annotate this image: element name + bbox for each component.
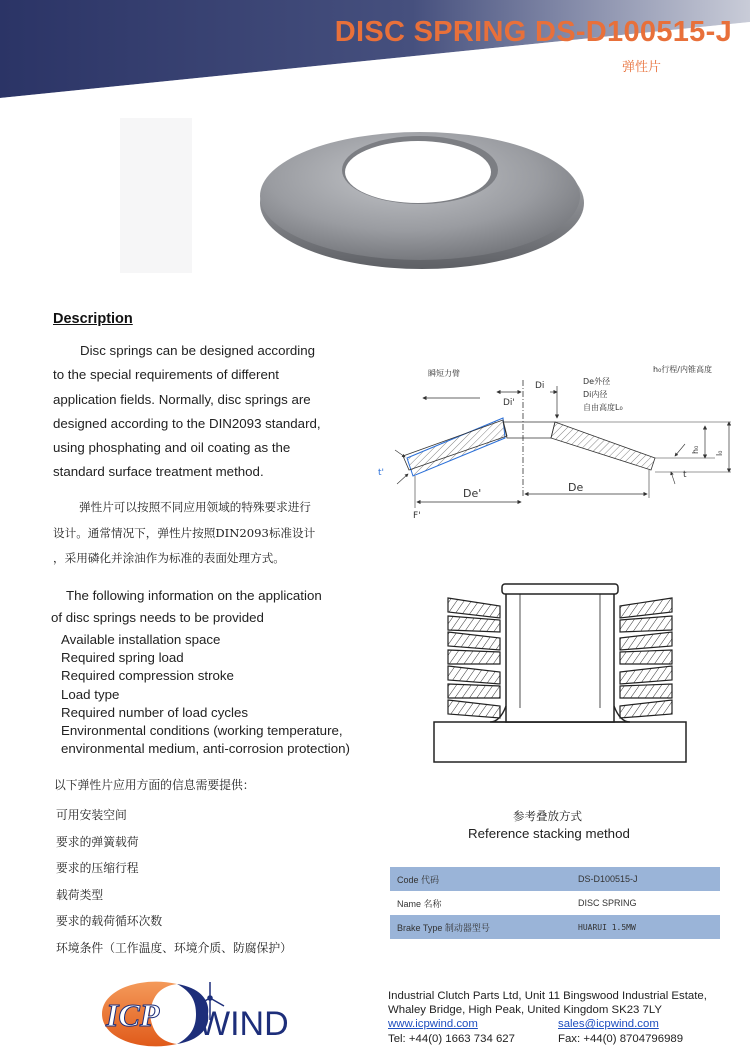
page-title: DISC SPRING DS-D100515-J	[334, 16, 732, 48]
list-item: environmental medium, anti-corrosion protection)	[61, 741, 350, 757]
description-en-line: to the special requirements of different	[53, 367, 279, 383]
website-link[interactable]: www.icpwind.com	[388, 1018, 478, 1031]
description-zh	[53, 495, 363, 572]
disc-spring-photo	[120, 110, 640, 300]
list-item: 要求的压缩行程	[56, 861, 139, 876]
table-cell-key: Brake Type 制动器型号	[390, 915, 518, 939]
description-zh-line: 弹性片可以按照不同应用领域的特殊要求进行	[79, 500, 311, 514]
company-info	[388, 989, 728, 1046]
table-row	[390, 891, 720, 915]
de-outer-label: De外径	[583, 377, 611, 386]
table-cell-value: HUARUI 1.5MW	[518, 915, 720, 939]
info-intro-en	[51, 585, 322, 629]
page-subtitle: 弹性片	[622, 60, 662, 75]
stacking-caption-en: Reference stacking method	[468, 826, 630, 841]
f-prime-label: F'	[413, 511, 421, 521]
logo-wind-text: WIND	[198, 1005, 289, 1043]
description-en-line: Disc springs can be designed according	[80, 343, 316, 358]
description-en-line: standard surface treatment method.	[53, 464, 264, 480]
header-band	[0, 0, 750, 100]
table-row	[390, 915, 720, 939]
list-item: Required compression stroke	[61, 668, 234, 684]
table-row	[390, 867, 720, 891]
list-item: 要求的载荷循环次数	[56, 914, 163, 929]
list-item: Environmental conditions (working temperature,	[61, 723, 343, 739]
ho-label: h₀行程/内锥高度	[653, 365, 712, 374]
description-en-line: using phosphating and oil coating as the	[53, 440, 291, 456]
description-zh-line: 设计。通常情况下，弹性片按照DIN2093标准设计	[53, 525, 316, 540]
t-prime-label: t'	[378, 468, 385, 478]
list-item: 载荷类型	[56, 887, 104, 902]
list-item: 可用安装空间	[56, 808, 127, 822]
info-intro-zh: 以下弹性片应用方面的信息需要提供：	[54, 778, 255, 792]
list-item: 环境条件（工作温度、环境介质、防腐保护）	[56, 940, 292, 955]
fax-number: Fax: +44(0) 8704796989	[558, 1032, 684, 1045]
description-zh-line: ，采用磷化并涂油作为标准的表面处理方式。	[53, 551, 285, 565]
di-inner-label: Di内径	[583, 390, 608, 399]
list-item: Required spring load	[61, 650, 184, 666]
disc-spring-cross-section-diagram	[375, 358, 740, 523]
info-intro-line: The following information on the application	[66, 588, 322, 603]
email-link[interactable]: sales@icpwind.com	[558, 1018, 659, 1031]
requirements-list-en	[61, 631, 350, 758]
icp-wind-logo	[92, 974, 292, 1054]
t-label: t	[683, 470, 687, 480]
description-en	[53, 339, 358, 485]
de-prime-label: De'	[463, 487, 482, 500]
contact-row-phone	[388, 1032, 728, 1046]
list-item: Load type	[61, 686, 120, 702]
h0-label: h₀	[691, 445, 700, 454]
company-address-line: Industrial Clutch Parts Ltd, Unit 11 Bingswood Industrial Estate,	[388, 990, 707, 1002]
info-intro-line: of disc springs needs to be provided	[51, 610, 264, 625]
lo-free-label: 自由高度L₀	[583, 403, 623, 412]
table-cell-value: DS-D100515-J	[518, 867, 720, 891]
company-address-line: Whaley Bridge, High Peak, United Kingdom SK23 7LY	[388, 1004, 662, 1017]
description-heading: Description	[53, 311, 133, 327]
stacking-diagram	[430, 576, 690, 772]
stacking-caption-zh: 参考叠放方式	[513, 809, 582, 823]
lever-label: 瞬短力臂	[428, 369, 460, 378]
logo-icp-text: ICP	[106, 997, 160, 1033]
list-item: Available installation space	[61, 632, 221, 647]
di-prime-label: Di'	[503, 398, 515, 408]
spec-table	[390, 867, 720, 939]
requirements-list-zh	[56, 802, 292, 962]
telephone-number: Tel: +44(0) 1663 734 627	[388, 1032, 515, 1045]
table-cell-key: Code 代码	[390, 867, 518, 891]
description-en-line: application fields. Normally, disc springs are	[53, 391, 311, 407]
table-cell-value: DISC SPRING	[518, 891, 720, 915]
description-en-line: designed according to the DIN2093 standard,	[53, 415, 321, 431]
table-cell-key: Name 名称	[390, 891, 518, 915]
contact-row-web	[388, 1017, 728, 1031]
list-item: 要求的弹簧载荷	[56, 834, 139, 849]
de-label: De	[568, 481, 584, 494]
l0-label: l₀	[715, 450, 724, 456]
di-label: Di	[535, 381, 545, 391]
list-item: Required number of load cycles	[61, 704, 248, 720]
